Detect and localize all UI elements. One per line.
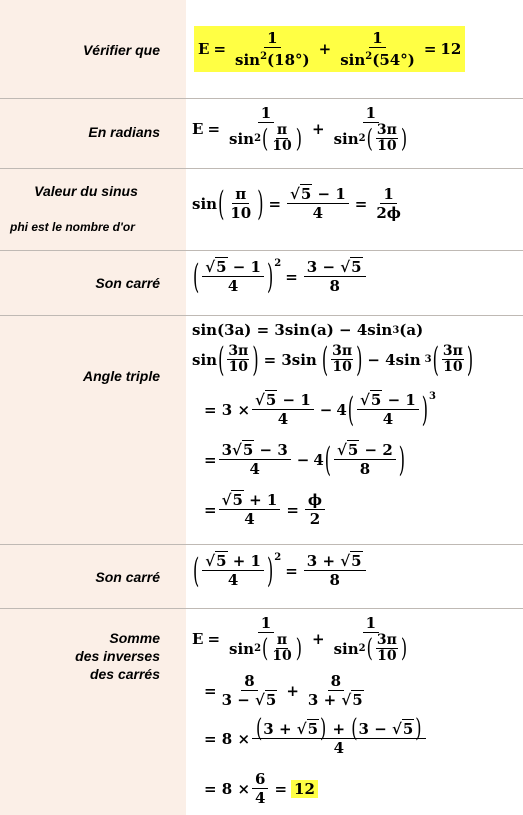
label-triple: Angle triple: [82, 368, 160, 384]
label-verifier: Vérifier que: [82, 42, 160, 58]
row-separator: [0, 168, 523, 169]
label-phi: phi est le nombre d'or: [10, 220, 135, 234]
label-carre-2: Son carré: [95, 569, 160, 585]
label-valeur: Valeur du sinus: [34, 183, 138, 199]
label-somme-1: Somme: [109, 630, 160, 646]
label-radians: En radians: [88, 124, 160, 140]
row-separator: [0, 315, 523, 316]
label-carre-1: Son carré: [95, 275, 160, 291]
equation-verify: [194, 26, 465, 72]
row-separator: [0, 98, 523, 99]
row-separator: [0, 608, 523, 609]
formula-sheet: Vérifier que E = $\frac{1}{\sin^2(18^\circ)}$ + $\frac{1}{\sin^2(54^\circ)}$ = 12 En radians E = 1 sin 2 ( $\frac{\pi}{10}$ ) + 1 sin 2 ( $\frac{3\pi}{10}$ ) Valeur du sinus phi est le nombre d'or sin ( $\frac{\pi}{10}$ ) = $\frac{√5 - 1}{4}$ = $\frac{1}{2\phi}$ Son carré ( $\frac{√5 - 1}{4}$ ) $^2$ = $\frac{3 - √5}{8}$ Angle triple sin(3a) = 3sin(a) − 4sin 3 (a) sin ( $\frac{3\pi}{10}$ ) = 3sin ( $\frac{3\pi}{10}$ ) − 4sin 3 ( $\frac{3\pi}{10}$ ) = 3 × $\frac{√5 - 1}{4}$ − 4 ( $\frac{√5 - 1}{4}$ ) $^3$ = $\frac{3√5 - 3}{4}$ − 4 ( $\frac{√5 - 2}{8}$ ) = $\frac{√5 + 1}{4}$ = $\frac{\phi}{2}$ Son carré ( $\frac{√5 + 1}{4}$ ) $^2$ = $\frac{3 + √5}{8}$ Somme des inverses des carrés E = 1 sin 2 ( $\frac{\pi}{10}$ ) + 1 sin 2 ( $\frac{3\pi}{10}$ ) = $\frac{8}{3 - √5}$ + $\frac{8}{3 + √5}$ = 8 × $\frac{(3 + √5 ) + (3 - √5 )}{4}$ = 8 × $\frac{6}{4}$ = 12: [0, 0, 523, 815]
highlighted-equation: E = $\frac{1}{\sin^2(18^\circ)}$ + $\frac{1}{\sin^2(54^\circ)}$ = 12: [194, 26, 465, 72]
label-somme-2: des inverses: [75, 648, 160, 664]
row-separator: [0, 250, 523, 251]
row-separator: [0, 544, 523, 545]
highlighted-result: 12: [291, 780, 318, 798]
label-somme-3: des carrés: [89, 666, 160, 682]
